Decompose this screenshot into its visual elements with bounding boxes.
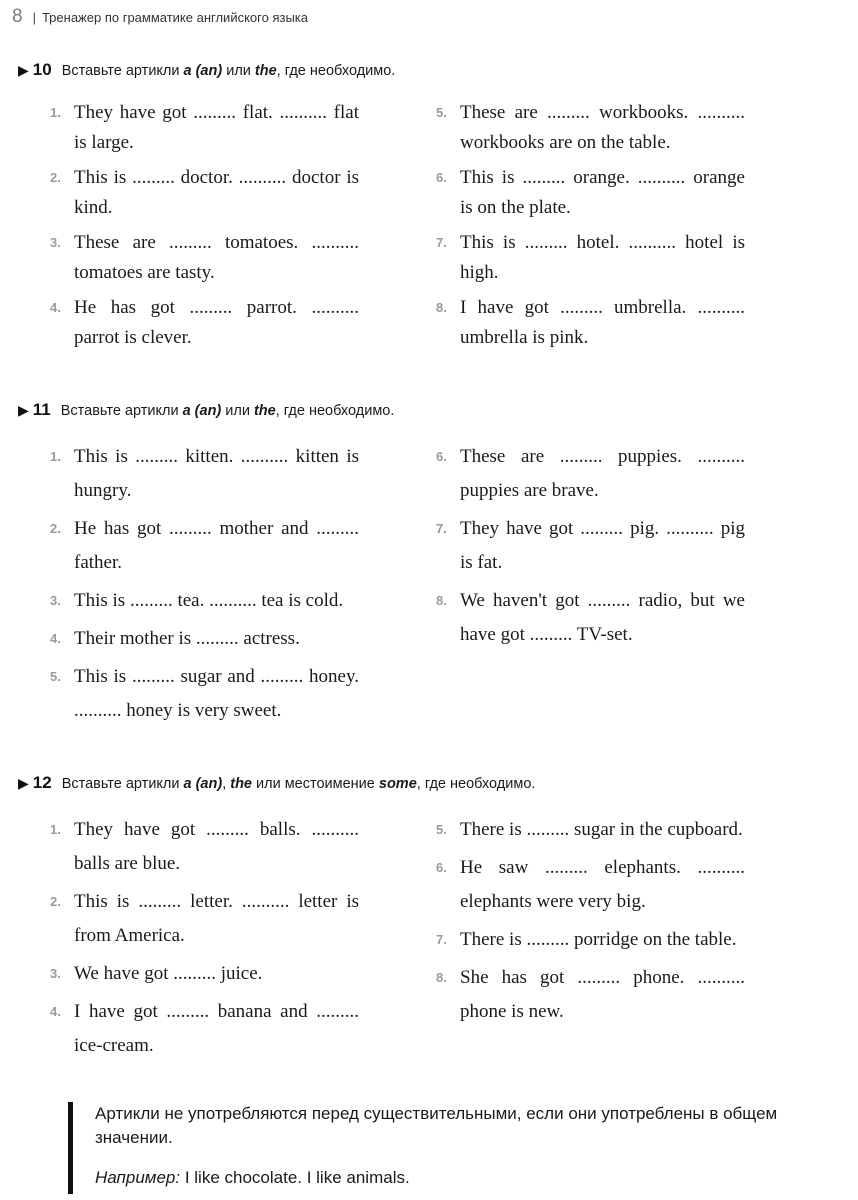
exercise-item: 8. I have got ......... umbrella. .......... umbrella is pink.	[436, 297, 745, 348]
task-heading	[18, 773, 818, 793]
exercise-item: 3. These are ......... tomatoes. .......... tomatoes are tasty.	[50, 232, 359, 283]
exercise-item: 6. This is ......... orange. .......... orange is on the plate.	[436, 167, 745, 218]
rule-text: Артикли не употребляются перед существительными, если они употреблены в общем значении.	[95, 1104, 778, 1147]
header-separator: |	[32, 10, 36, 25]
task-12	[18, 773, 818, 793]
left-column	[50, 813, 359, 1063]
exercise-item: 3. We have got ......... juice.	[50, 963, 263, 984]
exercise-item: 3. This is ......... tea. .......... tea is cold.	[50, 590, 344, 611]
right-column	[436, 813, 745, 1029]
exercise-item: 7. There is ......... porridge on the table.	[436, 929, 737, 950]
exercise-item: 4. I have got ......... banana and ......... ice-cream.	[50, 1001, 359, 1056]
task-instruction: Вставьте артикли a (an) или the, где необходимо.	[61, 63, 396, 79]
right-column	[436, 440, 745, 652]
task-number: 11	[32, 400, 51, 419]
exercise-item: 2. He has got ......... mother and ......... father.	[50, 518, 359, 573]
exercise-item: 7. They have got ......... pig. .......... pig is fat.	[436, 518, 745, 573]
exercise-item: 8. She has got ......... phone. .......... phone is new.	[436, 967, 745, 1022]
exercise-item: 4. Their mother is ......... actress.	[50, 628, 300, 649]
play-arrow-icon: ▶	[18, 402, 29, 418]
exercise-item: 7. This is ......... hotel. .......... hotel is high.	[436, 232, 745, 283]
exercise-item: 6. These are ......... puppies. .......... puppies are brave.	[436, 446, 745, 501]
task-heading	[18, 60, 818, 80]
exercise-item: 6. He saw ......... elephants. .......... elephants were very big.	[436, 857, 745, 912]
task-instruction: Вставьте артикли a (an), the или местоимение some, где необходимо.	[61, 776, 536, 792]
example-label: Например:	[95, 1168, 181, 1187]
left-column	[50, 98, 359, 353]
rule-note	[68, 1102, 815, 1194]
play-arrow-icon: ▶	[18, 775, 29, 791]
exercise-item: 2. This is ......... doctor. .......... doctor is kind.	[50, 167, 359, 218]
page-header	[12, 6, 308, 28]
page-number: 8	[12, 6, 23, 27]
running-title: Тренажер по грамматике английского языка	[41, 10, 308, 25]
exercise-item: 1. They have got ......... flat. .......... flat is large.	[50, 102, 359, 153]
right-column	[436, 98, 745, 353]
exercise-item: 8. We haven't got ......... radio, but we have got ......... TV-set.	[436, 590, 745, 645]
exercise-item: 5. This is ......... sugar and ......... honey. .......... honey is very sweet.	[50, 666, 359, 721]
task-instruction: Вставьте артикли a (an) или the, где необходимо.	[60, 403, 395, 419]
task-heading	[18, 400, 818, 420]
exercise-item: 1. They have got ......... balls. .......... balls are blue.	[50, 819, 359, 874]
task-number: 12	[32, 773, 52, 792]
example-text: I like chocolate. I like animals.	[180, 1168, 410, 1187]
task-number: 10	[32, 60, 52, 79]
play-arrow-icon: ▶	[18, 62, 29, 78]
exercise-item: 1. This is ......... kitten. .......... kitten is hungry.	[50, 446, 359, 501]
exercise-item: 4. He has got ......... parrot. .......... parrot is clever.	[50, 297, 359, 348]
exercise-item: 2. This is ......... letter. .......... letter is from America.	[50, 891, 359, 946]
rule-example	[95, 1166, 815, 1190]
task-11	[18, 400, 818, 420]
exercise-item: 5. These are ......... workbooks. .......... workbooks are on the table.	[436, 102, 745, 153]
exercise-item: 5. There is ......... sugar in the cupboard.	[436, 819, 743, 840]
left-column	[50, 440, 359, 728]
task-10	[18, 60, 818, 80]
